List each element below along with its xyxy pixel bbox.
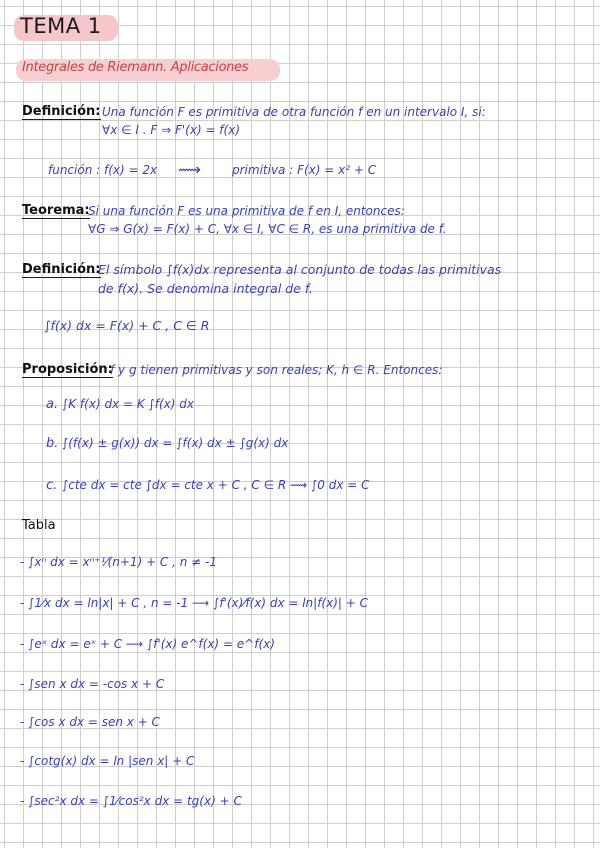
tabla-row-cos: - ∫cos x dx = sen x + C <box>20 715 160 729</box>
proposicion-item-c: ∫cte dx = cte ∫dx = cte x + C , C ∈ R ⟿ ∫0 dx = C <box>62 478 370 492</box>
definicion-line2: ∀x ∈ I . F ⇒ F'(x) = f(x) <box>102 123 240 137</box>
proposicion-item-a: ∫K f(x) dx = K ∫f(x) dx <box>62 397 194 411</box>
tabla-row-cotg: - ∫cotg(x) dx = ln |sen x| + C <box>20 754 195 768</box>
definicion2-formula: ∫f(x) dx = F(x) + C , C ∈ R <box>44 318 210 333</box>
teorema-line1: Si una función F es una primitiva de f en I, entonces: <box>88 204 405 218</box>
page-subtitle: Integrales de Riemann. Aplicaciones <box>22 60 249 75</box>
definicion-line1: Una función F es primitiva de otra función f en un intervalo I, si: <box>102 105 486 119</box>
proposicion-label: Proposición: <box>22 362 113 377</box>
tabla-row-sec: - ∫sec²x dx = ∫1⁄cos²x dx = tg(x) + C <box>20 794 242 808</box>
tabla-row-power: - ∫xⁿ dx = xⁿ⁺¹⁄(n+1) + C , n ≠ -1 <box>20 555 217 569</box>
example-function: función : f(x) = 2x <box>48 163 158 177</box>
teorema-line2: ∀G ⇒ G(x) = F(x) + C, ∀x ∈ I, ∀C ∈ R, es una primitiva de f. <box>88 222 447 236</box>
teorema-label: Teorema: <box>22 203 90 218</box>
tabla-row-ln: - ∫1⁄x dx = ln|x| + C , n = -1 ⟶ ∫f'(x)⁄f(x) dx = ln|f(x)| + C <box>20 596 368 610</box>
squiggle-arrow-icon: ⟿ <box>178 160 201 179</box>
definicion2-line2: de f(x). Se denomina integral de f. <box>98 281 314 296</box>
proposicion-item-c-letter: c. <box>46 478 58 493</box>
definicion-label: Definición: <box>22 104 101 119</box>
tabla-row-sen: - ∫sen x dx = -cos x + C <box>20 677 165 691</box>
tabla-row-exp: - ∫eˣ dx = eˣ + C ⟶ ∫f'(x) e^f(x) = e^f(x) <box>20 637 275 651</box>
definicion2-label: Definición: <box>22 262 101 277</box>
proposicion-item-a-letter: a. <box>46 397 59 412</box>
proposicion-item-b: ∫(f(x) ± g(x)) dx = ∫f(x) dx ± ∫g(x) dx <box>62 436 289 450</box>
example-primitive: primitiva : F(x) = x² + C <box>232 163 377 177</box>
proposicion-text: f y g tienen primitivas y son reales; K, h ∈ R. Entonces: <box>110 363 443 377</box>
tabla-label: Tabla <box>22 518 56 533</box>
proposicion-item-b-letter: b. <box>46 436 59 451</box>
page-title: TEMA 1 <box>20 14 102 38</box>
definicion2-line1: El símbolo ∫f(x)dx representa al conjunto de todas las primitivas <box>98 262 502 277</box>
